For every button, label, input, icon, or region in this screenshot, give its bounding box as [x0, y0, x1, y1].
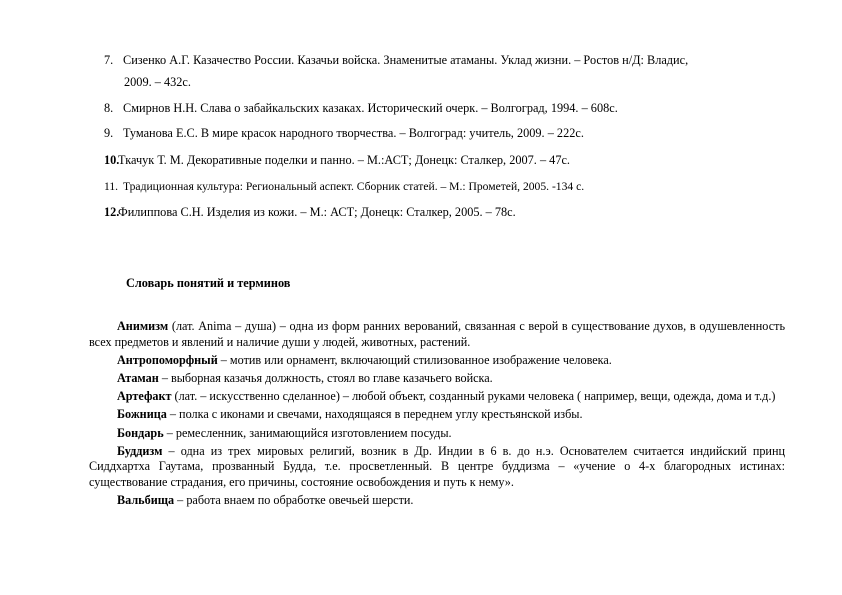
reference-text: Туманова Е.С. В мире красок народного творчества. – Волгоград: учитель, 2009. – 222с. — [123, 126, 584, 140]
reference-number: 11. — [104, 180, 119, 193]
glossary-entry — [89, 353, 785, 369]
term-name: Бондарь — [117, 425, 164, 440]
term-definition: – полка с иконами и свечами, находящаяся в переднем углу крестьянской избы. — [166, 407, 583, 422]
reference-text: Ткачук Т. М. Декоративные поделки и панно. – М.:АСТ; Донецк: Сталкер, 2007. – 47с. — [118, 153, 570, 167]
term-name: Артефакт — [117, 389, 172, 404]
reference-number: 12. — [104, 205, 120, 219]
term-name: Анимизм — [117, 319, 169, 333]
glossary-entry — [89, 371, 785, 387]
glossary-entry — [89, 493, 785, 509]
term-name: Божница — [117, 407, 167, 422]
glossary-entry — [89, 389, 785, 405]
glossary-entry — [89, 319, 785, 350]
reference-item — [104, 179, 584, 194]
glossary-heading: Словарь понятий и терминов — [126, 276, 291, 290]
reference-number: 8. — [104, 101, 114, 115]
term-definition: – выборная казачья должность, стоял во главе казачьего войска. — [158, 370, 493, 385]
term-definition: (лат. – искусственно сделанное) – любой объект, созданный руками человека ( например, вещи, одежда, дома и т.д.) — [171, 389, 776, 404]
term-definition: – одна из трех мировых религий, возник в Др. Индии в 6 в. до н.э. Основателем считается индийский принц Сиддхартха Гаутама, прозванный Будда, т.е. просветленный. В центре буддизма – «учение о 4-х благородных истинах: существование страдания, его причины, состояние освобождения и путь к нему». — [89, 443, 785, 489]
reference-item — [104, 101, 618, 116]
glossary-entry — [89, 407, 785, 423]
reference-text: Филиппова С.Н. Изделия из кожи. – М.: АСТ; Донецк: Сталкер, 2005. – 78с. — [118, 205, 516, 219]
term-name: Вальбища — [117, 493, 175, 508]
reference-text-continuation: 2009. – 432с. — [124, 75, 191, 89]
reference-number: 9. — [104, 126, 114, 140]
term-definition: – работа внаем по обработке овечьей шерсти. — [174, 493, 414, 508]
glossary-entry — [89, 426, 785, 442]
term-name: Антропоморфный — [117, 352, 218, 367]
term-name: Буддизм — [117, 443, 163, 458]
reference-item — [104, 153, 570, 168]
reference-item-continuation — [124, 75, 191, 90]
reference-number: 10. — [104, 153, 120, 167]
term-definition: – мотив или орнамент, включающий стилизованное изображение человека. — [217, 352, 612, 367]
reference-item — [104, 126, 584, 141]
glossary-list — [89, 319, 785, 511]
term-name: Атаман — [117, 370, 159, 385]
term-definition: (лат. Anima – душа) – одна из форм ранних верований, связанная с верой в существование духов, в одушевленность всех предметов и явлений и наличие души у людей, животных, растений. — [89, 319, 785, 349]
term-definition: – ремесленник, занимающийся изготовлением посуды. — [163, 425, 452, 440]
reference-text: Традиционная культура: Региональный аспект. Сборник статей. – М.: Прометей, 2005. -134 с. — [123, 180, 585, 193]
reference-text: Сизенко А.Г. Казачество России. Казачьи войска. Знаменитые атаманы. Уклад жизни. – Ростов н/Д: Владис, — [123, 53, 689, 67]
glossary-entry — [89, 444, 785, 491]
reference-item — [104, 53, 688, 68]
reference-text: Смирнов Н.Н. Слава о забайкальских казаках. Исторический очерк. – Волгоград, 1994. – 608с. — [123, 101, 618, 115]
reference-number: 7. — [104, 53, 114, 67]
reference-item — [104, 205, 516, 220]
